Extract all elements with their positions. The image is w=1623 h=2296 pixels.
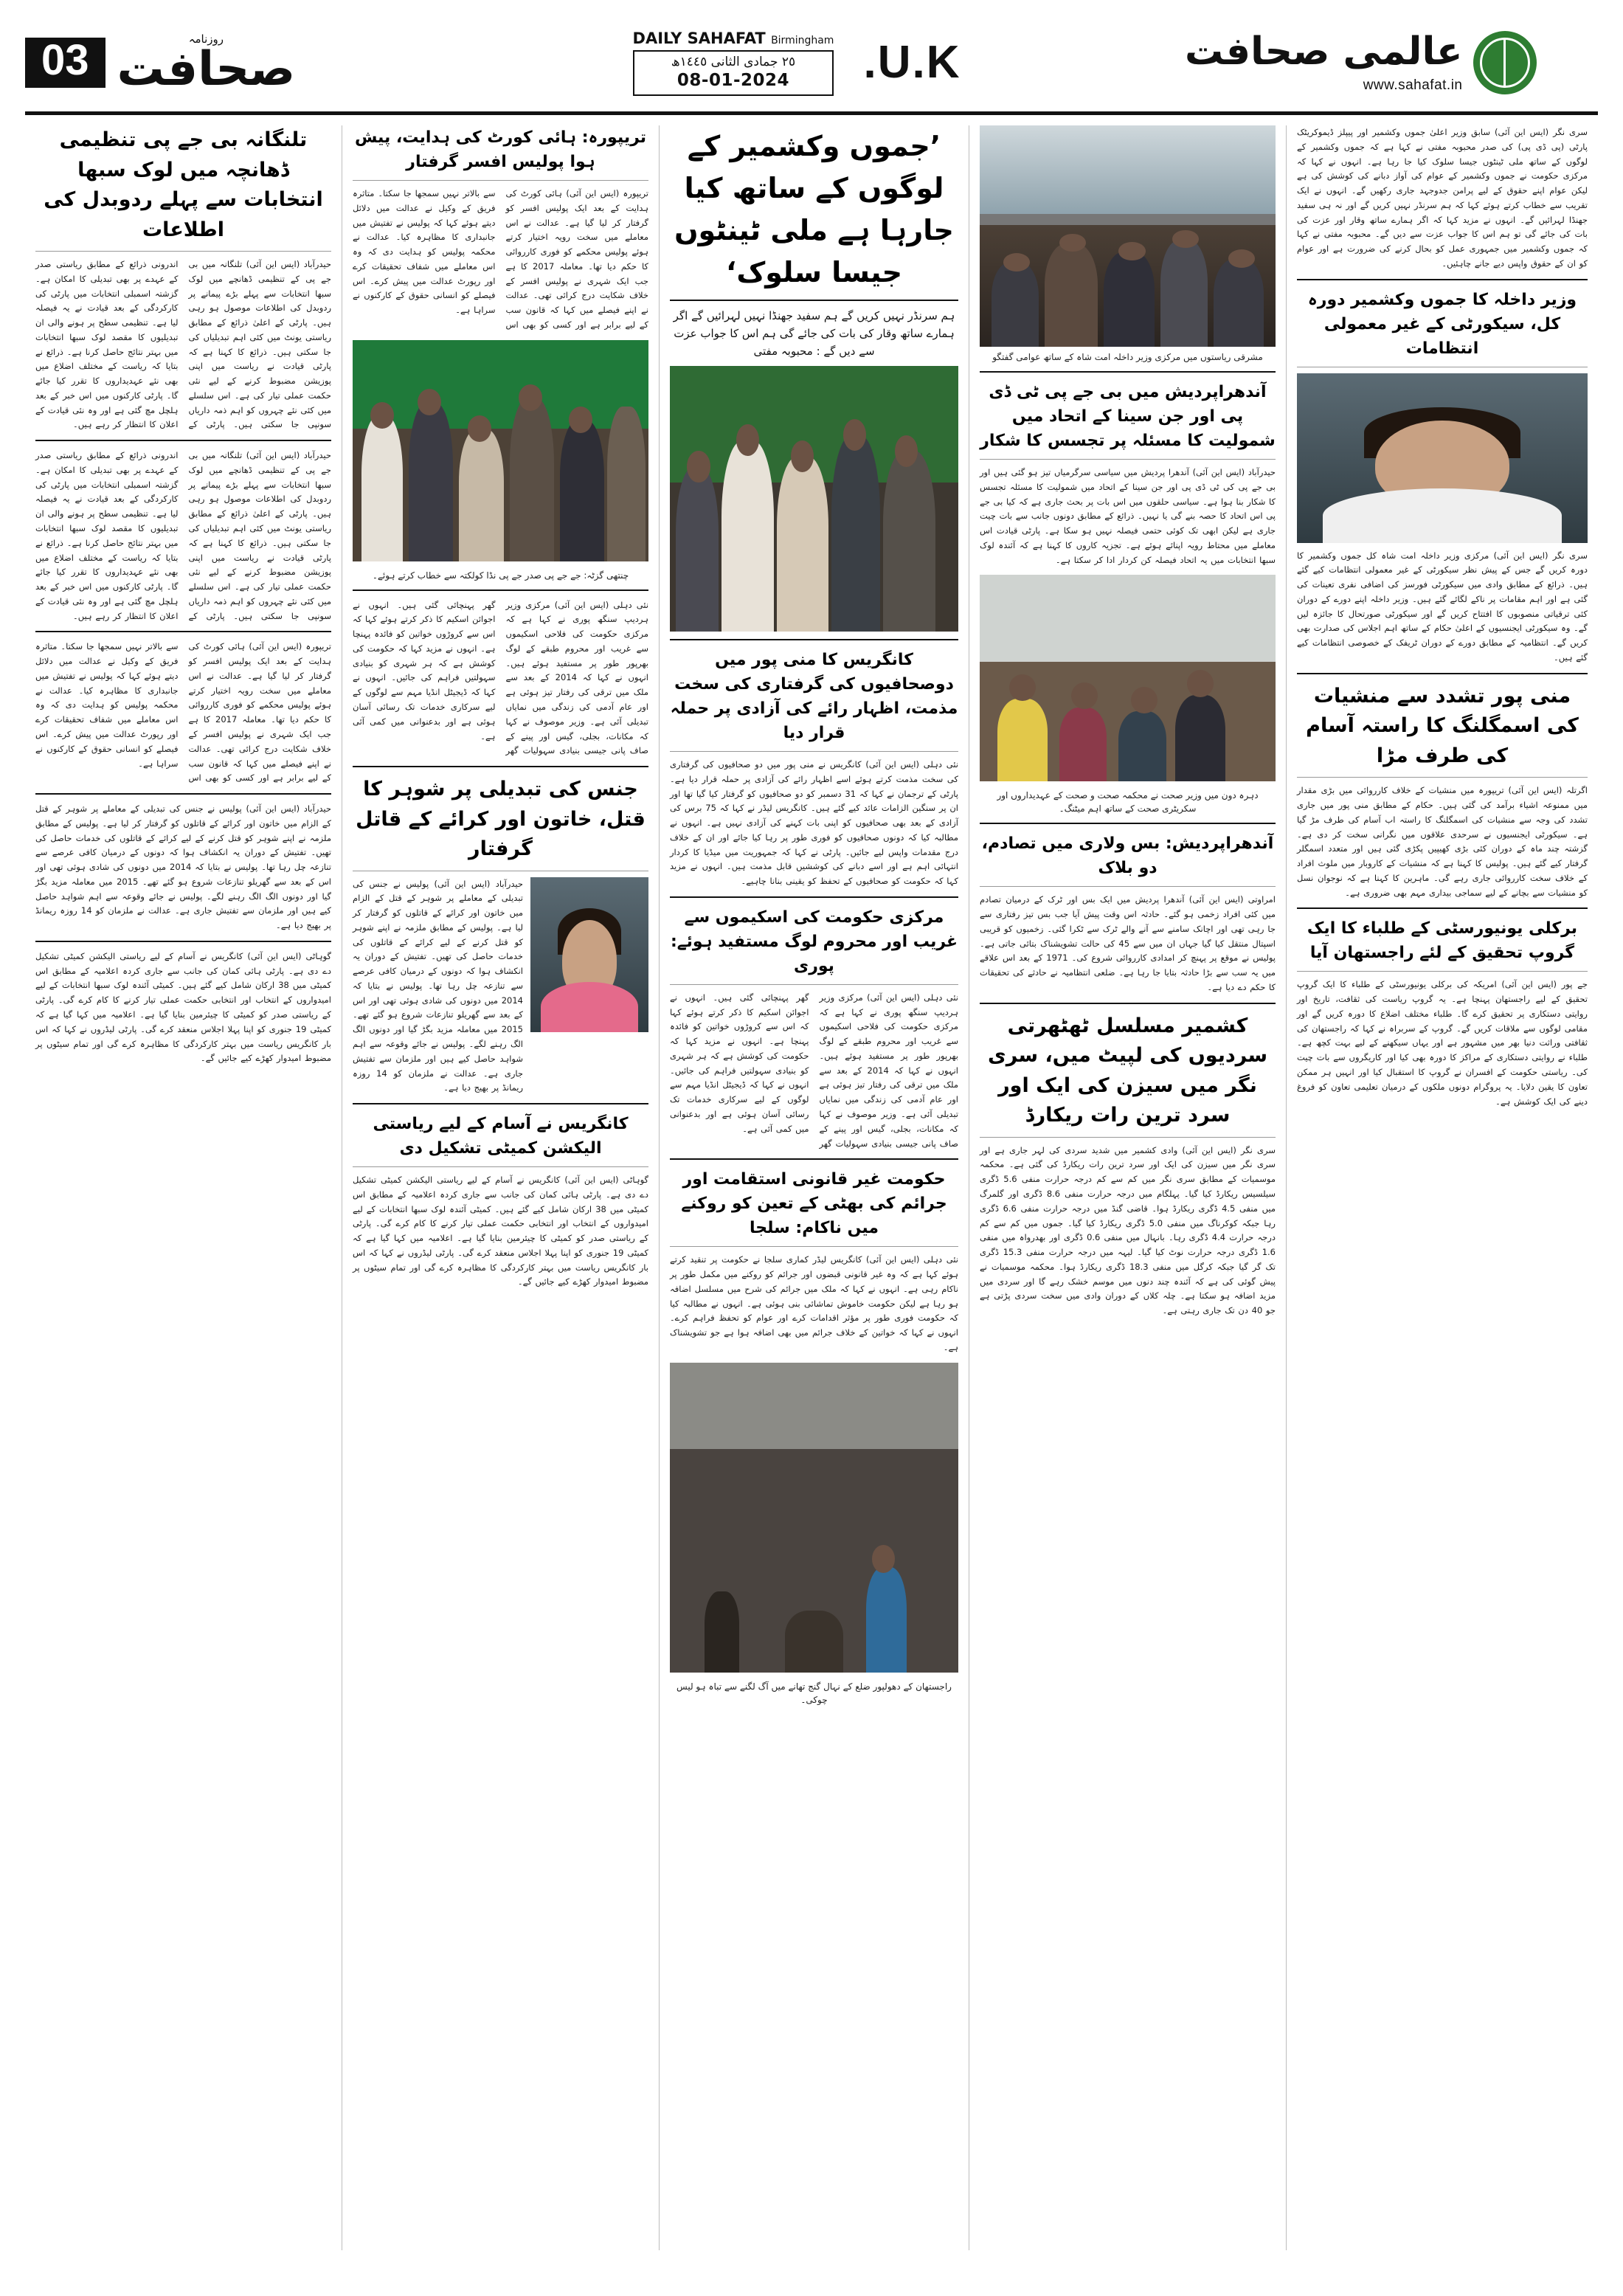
headline-andhra-clash: آندھراپردیش: بس ولاری میں تصادم، دو بلاک	[981, 834, 1274, 878]
photo-fire-police-post	[670, 1363, 958, 1673]
headline-central-schemes: مرکزی حکومت کی اسکیموں سے غریب اور محروم لوگ مستفید ہوئے: پوری	[670, 907, 958, 975]
photo-mehbooba-rally	[670, 366, 958, 632]
column-4	[969, 125, 1287, 2250]
headline-manipur-drugs: منی پور تشدد سے منشیات کی اسمگلنگ کا راستہ آسام کی طرف مڑا	[1306, 684, 1579, 767]
masthead-center	[409, 21, 1185, 104]
photo-woman-suspect	[530, 877, 648, 1032]
andhra-bjp-body: حیدرآباد (ایس این آئی) آندھرا پردیش میں سیاسی سرگرمیاں تیز ہو گئی ہیں اور بی جے پی کی ٹی ڈی پی اور جن سینا کے اتحاد میں شمولیت کا مسئلہ تجسس کا شکار بنا ہوا ہے۔ سیاسی حلقوں میں اس بات پر بحث جاری ہے کہ کیا بی جے پی اس اتحاد کا حصہ بنے گی یا نہیں۔ ذرائع کے مطابق دونوں جانب سے بات چیت جاری ہے لیکن ابھی تک کوئی حتمی فیصلہ نہیں ہو سکا ہے۔ پارٹی قیادت اس معاملے میں محتاط رویہ اپنائے ہوئے ہے۔ تجزیہ کاروں کا کہنا ہے کہ آئندہ لوک سبھا انتخابات میں یہ اتحاد فیصلہ کن کردار ادا کر سکتا ہے۔	[980, 467, 1276, 565]
headline-security: وزیر داخلہ کا جموں وکشمیر دورہ کل، سیکورٹی کے غیر معمولی انتظامات	[1307, 290, 1577, 358]
page-number: 03	[25, 38, 105, 88]
tripura-court-body: تریپورہ (ایس این آئی) ہائی کورٹ کی ہدایت کے بعد ایک پولیس افسر کو گرفتار کر لیا گیا ہے۔ عدالت نے اس معاملے میں سخت رویہ اختیار کرتے ہوئے پولیس محکمے کو فوری کارروائی کا حکم دیا تھا۔ معاملہ 2017 کا ہے جب ایک شہری نے پولیس افسر کے خلاف شکایت درج کرائی تھی۔ عدالت نے اپنے فیصلے میں کہا کہ قانون سب کے لیے برابر ہے اور کسی کو بھی اس سے بالاتر نہیں سمجھا جا سکتا۔ متاثرہ فریق کے وکیل نے عدالت میں دلائل دیتے ہوئے کہا کہ پولیس نے تفتیش میں جانبداری کا مظاہرہ کیا۔ عدالت نے محکمہ پولیس کو ہدایت دی کہ وہ اس معاملے میں شفاف تحقیقات کرے اور رپورٹ عدالت میں پیش کرے۔ اس فیصلے کو انسانی حقوق کے کارکنوں نے سراہا ہے۔	[353, 188, 648, 330]
lead-subhead: ہم سرنڈر نہیں کریں گے ہم سفید جھنڈا نہیں لہرائیں گے اگر ہمارے ساتھ وقار کی بات کی جائے گی ہم اس کا جواب عزت سے دیں گے : محبوبہ مفتی	[673, 309, 955, 358]
headline-srinagar-cold: کشمیر مسلسل ٹھٹھرتی سردیوں کی لپیٹ میں، سری نگر میں سیزن کی ایک اور سرد ترین رات ریکارڈ	[987, 1014, 1268, 1127]
globe-icon	[1473, 31, 1537, 94]
column-5	[1287, 125, 1598, 2250]
daily-label	[633, 30, 834, 47]
website-url[interactable]: www.sahafat.in	[1363, 77, 1463, 93]
lead-headline: ’جموں وکشمیر کے لوگوں کے ساتھ کیا جارہا ہے ملی ٹینٹوں جیسا سلوک‘	[670, 125, 958, 301]
security-body: سری نگر (ایس این آئی) مرکزی وزیر داخلہ امت شاہ کل جموں وکشمیر کا دورہ کریں گے جس کے پیش نظر سیکورٹی کے غیر معمولی انتظامات کیے گئے ہیں۔ ذرائع کے مطابق وادی میں سیکورٹی فورسز کی اضافی نفری تعینات کی گئی ہے اور اہم مقامات پر ناکے لگائے گئے ہیں۔ وزیر داخلہ اپنے دورے کے دوران کئی ترقیاتی منصوبوں کا افتتاح کریں گے اور سیکورٹی صورتحال کا جائزہ لیں گے۔ وہ سیکورٹی ایجنسیوں کے اعلیٰ حکام کے ساتھ اہم اجلاس کی صدارت بھی کریں گے۔ انتظامیہ کے مطابق دورے کے دوران ٹریفک کے خصوصی انتظامات کیے گئے ہیں۔	[1297, 550, 1588, 663]
headline-tripura-court: تریپورہ: ہائی کورٹ کی ہدایت، پیش ہوا پولیس افسر گرفتار	[354, 128, 647, 171]
fire-photo-caption: راجستھان کے دھولپور ضلع کے نہال گنج تھانے میں آگ لگنے سے تباہ ہو لیس چوکی۔	[676, 1681, 952, 1705]
gender-murder-cont: حیدرآباد (ایس این آئی) پولیس نے جنس کی تبدیلی کے معاملے پر شوہر کے قتل کے الزام میں خاتون اور کرائے کے قاتلوں کو گرفتار کر لیا ہے۔ پولیس کے مطابق ملزمہ نے اپنے شوہر کو قتل کرنے کے لیے کرائے کے قاتلوں کی خدمات حاصل کی تھیں۔ تفتیش کے دوران یہ انکشاف ہوا کہ دونوں کے درمیان کافی عرصے سے تنازعہ چل رہا تھا۔ پولیس نے بتایا کہ 2014 میں دونوں کی شادی ہوئی تھی اور اس کے بعد سے گھریلو تنازعات شروع ہو گئے تھے۔ 2015 میں معاملہ مزید بگڑ گیا اور دونوں الگ الگ رہنے لگے۔ پولیس نے جائے وقوعہ سے اہم شواہد حاصل کیے ہیں اور ملزمان سے تفتیش جاری ہے۔ عدالت نے ملزمان کو 14 روزہ ریمانڈ پر بھیج دیا ہے۔	[35, 803, 332, 931]
meeting-photo-caption: دہرہ دون میں وزیر صحت نے محکمہ صحت و صحت کے عہدیداروں اور سکریٹری صحت کے ساتھ اہم میٹنگ۔	[997, 790, 1259, 815]
column-1	[25, 125, 342, 2250]
masthead	[25, 21, 1598, 115]
berkeley-body: جے پور (ایس این آئی) امریکہ کی برکلی یونیورسٹی کے طلباء کا ایک گروپ تحقیق کے لیے راجستھان پہنچا ہے۔ یہ گروپ ریاست کی ثقافت، تاریخ اور روایتی دستکاری پر تحقیق کرے گا۔ طلباء مختلف اضلاع کا دورہ کریں گے اور مقامی لوگوں سے ملاقات کریں گے۔ گروپ کے سربراہ نے کہا کہ راجستھان کی ثقافتی وراثت دنیا بھر میں مشہور ہے اور یہاں سیکھنے کے لیے بہت کچھ ہے۔ طلباء نے روایتی دستکاری کے مراکز کا دورہ بھی کیا اور کاریگروں سے بات چیت کی۔ ریاستی حکومت کے افسران نے گروپ کا استقبال کیا اور انہیں ہر ممکن تعاون کا یقین دلایا۔ یہ پروگرام دونوں ملکوں کے درمیان تعلیمی تعاون کو فروغ دینے کی ایک کوشش ہے۔	[1297, 979, 1588, 1107]
photo-lead-protest	[980, 125, 1276, 347]
lead-photo-caption: مشرقی ریاستوں میں مرکزی وزیر داخلہ امت شاہ کے ساتھ عوامی گفتگو	[992, 352, 1263, 362]
hijri-date: ٢٥ جمادی الثانی ١٤٤٥ھ	[671, 54, 796, 69]
lead-body-left: سری نگر (ایس این آئی) سابق وزیر اعلیٰ جموں وکشمیر اور پیپلز ڈیموکریٹک پارٹی (پی ڈی پی) کی صدر محبوبہ مفتی نے کہا ہے کہ جموں وکشمیر کے لوگوں کے ساتھ ملی ٹینٹوں جیسا سلوک کیا جا رہا ہے۔ انہوں نے کہا کہ مرکزی حکومت نے جموں وکشمیر کے عوام کی آواز دبانے کی کوشش کی ہے لیکن عوام اپنے حقوق کے لیے پرامن جدوجہد جاری رکھیں گے۔ انہوں نے ایک تقریب سے خطاب کرتے ہوئے کہا کہ ہم سرنڈر نہیں کریں گے اور نہ ہی سفید جھنڈا لہرائیں گے۔ انہوں نے مزید کہا کہ اگر ہمارے ساتھ وقار اور عزت کی بات کی جائے گی تو ہم اس کا جواب عزت سے دیں گے۔ محبوبہ مفتی نے کہا کہ جموں وکشمیر میں جمہوری عمل کو بحال کرنے کی ضرورت ہے اور عوام کو ان کے حقوق واپس دیے جانے چاہئیں۔	[1297, 127, 1588, 269]
photo-meeting	[980, 575, 1276, 781]
brand-subtitle: روزنامہ	[188, 32, 224, 46]
manipur-drugs-body: اگرتلہ (ایس این آئی) تریپورہ میں منشیات کے خلاف کارروائی میں بڑی مقدار میں ممنوعہ اشیاء برآمد کی گئی ہیں۔ حکام کے مطابق منی پور میں جاری تشدد کی وجہ سے منشیات کی اسمگلنگ کا راستہ اب آسام کی طرف مڑ گیا ہے۔ سیکورٹی ایجنسیوں نے سرحدی علاقوں میں نگرانی سخت کر دی ہے۔ گزشتہ چند ماہ کے دوران کئی بڑی کھیپیں پکڑی گئی ہیں اور متعدد اسمگلر گرفتار کیے گئے ہیں۔ پولیس کا کہنا ہے کہ منشیات کے کاروبار میں ملوث افراد کے خلاف سخت کارروائی جاری رہے گی۔ ماہرین کا کہنا ہے کہ نوجوان نسل کو منشیات سے بچانے کے لیے سماجی بیداری مہم بھی ضروری ہے۔	[1297, 785, 1588, 898]
telangana-body-cont: حیدرآباد (ایس این آئی) تلنگانہ میں بی جے پی کے تنظیمی ڈھانچے میں لوک سبھا انتخابات سے پہلے بڑے پیمانے پر ردوبدل کی اطلاعات موصول ہو رہی ہیں۔ پارٹی کے اعلیٰ ذرائع کے مطابق ریاستی یونٹ میں کئی اہم تبدیلیاں کی جا سکتی ہیں۔ ذرائع کا کہنا ہے کہ پارٹی قیادت نے ریاست میں اپنی پوزیشن مضبوط کرنے کے لیے نئی حکمت عملی تیار کی ہے۔ اس سلسلے میں کئی نئے چہروں کو اہم ذمہ داریاں سونپی جا سکتی ہیں۔ پارٹی کے اندرونی ذرائع کے مطابق ریاستی صدر کے عہدے پر بھی تبدیلی کا امکان ہے۔ گزشتہ اسمبلی انتخابات میں پارٹی کی کارکردگی کے بعد قیادت نے یہ فیصلہ لیا ہے۔ تنظیمی سطح پر ہونے والی ان تبدیلیوں کا مقصد لوک سبھا انتخابات میں بہتر نتائج حاصل کرنا ہے۔ ذرائع نے بتایا کہ ریاست کے مختلف اضلاع میں بھی نئے عہدیداروں کا تقرر کیا جائے گا۔ پارٹی کارکنوں میں اس خبر کے بعد ہلچل مچ گئی ہے اور وہ نئی قیادت کے اعلان کا انتظار کر رہے ہیں۔	[35, 450, 331, 621]
masthead-brand	[25, 21, 409, 104]
headline-congress-manipur: کانگریس کا منی پور میں دوصحافیوں کی گرفتاری کی سخت مذمت، اظہار رائے کی آزادی پر حملہ قرار دیا	[670, 651, 958, 742]
headline-illegal-possession: حکومت غیر قانونی استقامت اور جرائم کی بھٹی کے تعین کو روکنے میں ناکام: سلجا	[681, 1170, 947, 1238]
telangana-body: حیدرآباد (ایس این آئی) تلنگانہ میں بی جے پی کے تنظیمی ڈھانچے میں لوک سبھا انتخابات سے پہلے بڑے پیمانے پر ردوبدل کی اطلاعات موصول ہو رہی ہیں۔ پارٹی کے اعلیٰ ذرائع کے مطابق ریاستی یونٹ میں کئی اہم تبدیلیاں کی جا سکتی ہیں۔ ذرائع کا کہنا ہے کہ پارٹی قیادت نے ریاست میں اپنی پوزیشن مضبوط کرنے کے لیے نئی حکمت عملی تیار کی ہے۔ اس سلسلے میں کئی نئے چہروں کو اہم ذمہ داریاں سونپی جا سکتی ہیں۔ پارٹی کے اندرونی ذرائع کے مطابق ریاستی صدر کے عہدے پر بھی تبدیلی کا امکان ہے۔ گزشتہ اسمبلی انتخابات میں پارٹی کی کارکردگی کے بعد قیادت نے یہ فیصلہ لیا ہے۔ تنظیمی سطح پر ہونے والی ان تبدیلیوں کا مقصد لوک سبھا انتخابات میں بہتر نتائج حاصل کرنا ہے۔ ذرائع نے بتایا کہ ریاست کے مختلف اضلاع میں بھی نئے عہدیداروں کا تقرر کیا جائے گا۔ پارٹی کارکنوں میں اس خبر کے بعد ہلچل مچ گئی ہے اور وہ نئی قیادت کے اعلان کا انتظار کر رہے ہیں۔	[35, 259, 331, 430]
gender-change-murder-body: حیدرآباد (ایس این آئی) پولیس نے جنس کی تبدیلی کے معاملے پر شوہر کے قتل کے الزام میں خاتون اور کرائے کے قاتلوں کو گرفتار کر لیا ہے۔ پولیس کے مطابق ملزمہ نے اپنے شوہر کو قتل کرنے کے لیے کرائے کے قاتلوں کی خدمات حاصل کی تھیں۔ تفتیش کے دوران یہ انکشاف ہوا کہ دونوں کے درمیان کافی عرصے سے تنازعہ چل رہا تھا۔ پولیس نے بتایا کہ 2014 میں دونوں کی شادی ہوئی تھی اور اس کے بعد سے گھریلو تنازعات شروع ہو گئے تھے۔ 2015 میں معاملہ مزید بگڑ گیا اور دونوں الگ الگ رہنے لگے۔ پولیس نے جائے وقوعہ سے اہم شواہد حاصل کیے ہیں اور ملزمان سے تفتیش جاری ہے۔ عدالت نے ملزمان کو 14 روزہ ریمانڈ پر بھیج دیا ہے۔	[353, 878, 523, 1093]
headline-telangana: تلنگانہ بی جے پی تنظیمی ڈھانچہ میں لوک سبھا انتخابات سے پہلے ردوبدل کی اطلاعات	[44, 128, 323, 241]
congress-photo-caption: چنتھی گزٹہ: جے جے پی صدر جے پی نڈا کولکتہ سے خطاب کرتے ہوئے۔	[372, 570, 629, 581]
congress-manipur-body: نئی دہلی (ایس این آئی) کانگریس نے منی پور میں دو صحافیوں کی گرفتاری کی سخت مذمت کرتے ہوئے اسے اظہار رائے کی آزادی پر حملہ قرار دیا ہے۔ پارٹی کے ترجمان نے کہا کہ 31 دسمبر کو دو صحافیوں کو گرفتار کیا گیا تھا اور ان پر سنگین الزامات عائد کیے گئے ہیں۔ کانگریس لیڈر نے کہا کہ 75 برس کی آزادی کے بعد بھی صحافیوں کو اپنی بات کہنے کی آزادی نہیں ہے۔ انہوں نے مطالبہ کیا کہ دونوں صحافیوں کو فوری طور پر رہا کیا جائے اور ان کے خلاف درج مقدمات واپس لیے جائیں۔ پارٹی نے کہا کہ جمہوریت میں میڈیا کا کردار انتہائی اہم ہے اور اسے دبانے کی کوششیں قابل مذمت ہیں۔ انہوں نے مزید کہا کہ حکومت کو صحافیوں کے تحفظ کو یقینی بنانا چاہیے۔	[670, 759, 958, 887]
headline-gender-change-murder: جنس کی تبدیلی پر شوہر کا قتل، خاتون اور کرائے کے قاتل گرفتار	[356, 778, 646, 861]
headline-congress-assam: کانگریس نے آسام کے لیے ریاستی الیکشن کمیٹی تشکیل دی	[373, 1115, 629, 1158]
central-schemes-body-cont: نئی دہلی (ایس این آئی) مرکزی وزیر ہردیپ سنگھ پوری نے کہا ہے کہ مرکزی حکومت کی فلاحی اسکیموں سے غریب اور محروم طبقے کے لوگ بھرپور طور پر مستفید ہوئے ہیں۔ انہوں نے کہا کہ 2014 کے بعد سے ملک میں ترقی کی رفتار تیز ہوئی ہے اور عام آدمی کی زندگی میں نمایاں تبدیلی آئی ہے۔ وزیر موصوف نے کہا کہ مکانات، بجلی، گیس اور پینے کے صاف پانی جیسی بنیادی سہولیات گھر گھر پہنچائی گئی ہیں۔ انہوں نے اجوائن اسکیم کا ذکر کرتے ہوئے کہا کہ اس سے کروڑوں خواتین کو فائدہ پہنچا ہے۔ انہوں نے مزید کہا کہ حکومت کی کوشش ہے کہ ہر شہری کو بنیادی سہولتیں فراہم کی جائیں۔ انہوں نے کہا کہ ڈیجیٹل انڈیا مہم سے لوگوں کے لیے سرکاری خدمات تک رسائی آسان ہوئی ہے اور بدعنوانی میں کمی آئی ہے۔	[353, 599, 648, 756]
daily-city: Birmingham	[771, 34, 834, 46]
srinagar-cold-body: سری نگر (ایس این آئی) وادی کشمیر میں شدید سردی کی لہر جاری ہے اور سری نگر میں سیزن کی ایک اور سرد ترین رات ریکارڈ کی گئی ہے۔ محکمہ موسمیات کے مطابق سری نگر میں کم سے کم درجہ حرارت منفی 5.6 ڈگری سیلسیس ریکارڈ کیا گیا۔ پہلگام میں درجہ حرارت منفی 8.6 ڈگری اور گلمرگ میں منفی 4.5 ڈگری ریکارڈ ہوا۔ قاضی گنڈ میں درجہ حرارت منفی 6.6 ڈگری رہا جبکہ کوکرناگ میں منفی 5.0 ڈگری ریکارڈ کیا گیا۔ جموں میں کم سے کم درجہ حرارت 4.4 ڈگری رہا۔ بانہال میں منفی 0.6 ڈگری اور بھدرواہ میں منفی 1.6 ڈگری درجہ حرارت نوٹ کیا گیا۔ لیہہ میں درجہ حرارت منفی 15.3 ڈگری تک گر گیا جبکہ کرگل میں منفی 18.3 ڈگری ریکارڈ ہوا۔ محکمہ موسمیات نے پیش گوئی کی ہے کہ آئندہ چند دنوں میں موسم خشک رہے گا اور سردی میں مزید اضافہ ہو سکتا ہے۔ چلہ کلاں کے دوران وادی میں سخت سردی پڑتی ہے جو 40 دن تک جاری رہتی ہے۔	[980, 1144, 1276, 1316]
brand-title: صحافت	[117, 41, 296, 97]
column-3	[660, 125, 969, 2250]
content-grid	[25, 125, 1598, 2250]
photo-home-minister	[1297, 373, 1588, 543]
congress-assam-body: گوہاٹی (ایس این آئی) کانگریس نے آسام کے لیے ریاستی الیکشن کمیٹی تشکیل دے دی ہے۔ پارٹی ہائی کمان کی جانب سے جاری کردہ اعلامیہ کے مطابق اس کمیٹی میں 38 ارکان شامل کیے گئے ہیں۔ کمیٹی آئندہ لوک سبھا انتخابات کے لیے امیدواروں کے انتخاب اور انتخابی حکمت عملی تیار کرنے کا کام کرے گی۔ پارٹی کے ریاستی صدر کو کمیٹی کا چیئرمین بنایا گیا ہے۔ اعلامیہ میں کہا گیا ہے کہ کمیٹی 19 جنوری کو اپنا پہلا اجلاس منعقد کرے گی۔ پارٹی لیڈروں نے کہا کہ اس بار کانگریس ریاست میں بہتر کارکردگی کا مظاہرہ کرے گی اور تمام سیٹوں پر مضبوط امیدوار کھڑے کیے جائیں گے۔	[353, 1175, 649, 1287]
headline-andhra-bjp: آندھراپردیش میں بی جے پی ٹی ڈی پی اور جن سینا کے اتحاد میں شمولیت کا مسئلہ پر تجسس کا شکار	[980, 383, 1276, 450]
photo-congress-gathering	[353, 340, 648, 561]
date-box	[633, 50, 834, 96]
central-schemes-body: نئی دہلی (ایس این آئی) مرکزی وزیر ہردیپ سنگھ پوری نے کہا ہے کہ مرکزی حکومت کی فلاحی اسکیموں سے غریب اور محروم طبقے کے لوگ بھرپور طور پر مستفید ہوئے ہیں۔ انہوں نے کہا کہ 2014 کے بعد سے ملک میں ترقی کی رفتار تیز ہوئی ہے اور عام آدمی کی زندگی میں نمایاں تبدیلی آئی ہے۔ وزیر موصوف نے کہا کہ مکانات، بجلی، گیس اور پینے کے صاف پانی جیسی بنیادی سہولیات گھر گھر پہنچائی گئی ہیں۔ انہوں نے اجوائن اسکیم کا ذکر کرتے ہوئے کہا کہ اس سے کروڑوں خواتین کو فائدہ پہنچا ہے۔ انہوں نے مزید کہا کہ حکومت کی کوشش ہے کہ ہر شہری کو بنیادی سہولتیں فراہم کی جائیں۔ انہوں نے کہا کہ ڈیجیٹل انڈیا مہم سے لوگوں کے لیے سرکاری خدمات تک رسائی آسان ہوئی ہے اور بدعنوانی میں کمی آئی ہے۔	[670, 992, 958, 1149]
tripura-body-cont: تریپورہ (ایس این آئی) ہائی کورٹ کی ہدایت کے بعد ایک پولیس افسر کو گرفتار کر لیا گیا ہے۔ عدالت نے اس معاملے میں سخت رویہ اختیار کرتے ہوئے پولیس محکمے کو فوری کارروائی کا حکم دیا تھا۔ معاملہ 2017 کا ہے جب ایک شہری نے پولیس افسر کے خلاف شکایت درج کرائی تھی۔ عدالت نے اپنے فیصلے میں کہا کہ قانون سب کے لیے برابر ہے اور کسی کو بھی اس سے بالاتر نہیں سمجھا جا سکتا۔ متاثرہ فریق کے وکیل نے عدالت میں دلائل دیتے ہوئے کہا کہ پولیس نے تفتیش میں جانبداری کا مظاہرہ کیا۔ عدالت نے محکمہ پولیس کو ہدایت دی کہ وہ اس معاملے میں شفاف تحقیقات کرے اور رپورٹ عدالت میں پیش کرے۔ اس فیصلے کو انسانی حقوق کے کارکنوں نے سراہا ہے۔	[35, 641, 331, 784]
column-2	[342, 125, 660, 2250]
headline-berkeley: برکلی یونیورسٹی کے طلباء کا ایک گروپ تحقیق کے لئے راجستھان آیا	[1307, 919, 1578, 963]
masthead-logo	[1185, 21, 1598, 104]
andhra-clash-body: امراوتی (ایس این آئی) آندھرا پردیش میں ایک بس اور ٹرک کے درمیان تصادم میں کئی افراد زخمی ہو گئے۔ حادثہ اس وقت پیش آیا جب بس تیز رفتاری سے جا رہی تھی اور اچانک سامنے سے آنے والے ٹرک سے ٹکرا گئی۔ زخمیوں کو قریبی اسپتال منتقل کیا گیا جہاں ان میں سے 45 کی حالت تشویشناک بتائی جاتی ہے۔ پولیس نے موقع پر پہنچ کر امدادی کارروائی شروع کی۔ 1971 کے بعد اس علاقے میں یہ سب سے بڑا حادثہ بتایا جا رہا ہے۔ ضلعی انتظامیہ نے حادثے کی تحقیقات کا حکم دے دیا ہے۔	[980, 894, 1276, 992]
assam-cont: گوہاٹی (ایس این آئی) کانگریس نے آسام کے لیے ریاستی الیکشن کمیٹی تشکیل دے دی ہے۔ پارٹی ہائی کمان کی جانب سے جاری کردہ اعلامیہ کے مطابق اس کمیٹی میں 38 ارکان شامل کیے گئے ہیں۔ کمیٹی آئندہ لوک سبھا انتخابات کے لیے امیدواروں کے انتخاب اور انتخابی حکمت عملی تیار کرنے کا کام کرے گی۔ پارٹی کے ریاستی صدر کو کمیٹی کا چیئرمین بنایا گیا ہے۔ اعلامیہ میں کہا گیا ہے کہ کمیٹی 19 جنوری کو اپنا پہلا اجلاس منعقد کرے گی۔ پارٹی لیڈروں نے کہا کہ اس بار کانگریس ریاست میں بہتر کارکردگی کا مظاہرہ کرے گی اور تمام سیٹوں پر مضبوط امیدوار کھڑے کیے جائیں گے۔	[35, 950, 332, 1064]
edition-label: U.K.	[863, 37, 961, 88]
logo-arabic-text: عالمی صحافت	[1185, 30, 1463, 74]
gregorian-date: 08-01-2024	[676, 70, 790, 90]
daily-label-text: DAILY SAHAFAT	[632, 29, 766, 47]
illegal-possession-body: نئی دہلی (ایس این آئی) کانگریس لیڈر کماری سلجا نے حکومت پر تنقید کرتے ہوئے کہا ہے کہ وہ غیر قانونی قبضوں اور جرائم کو روکنے میں مکمل طور پر ناکام رہی ہے۔ انہوں نے کہا کہ ملک میں جرائم کی شرح میں مسلسل اضافہ ہو رہا ہے لیکن حکومت خاموش تماشائی بنی ہوئی ہے۔ انہوں نے مطالبہ کیا کہ حکومت فوری طور پر مؤثر اقدامات کرے اور عوام کو تحفظ فراہم کرے۔ انہوں نے کہا کہ خواتین کے خلاف جرائم میں بھی اضافہ ہوا ہے جو تشویشناک ہے۔	[670, 1254, 958, 1352]
